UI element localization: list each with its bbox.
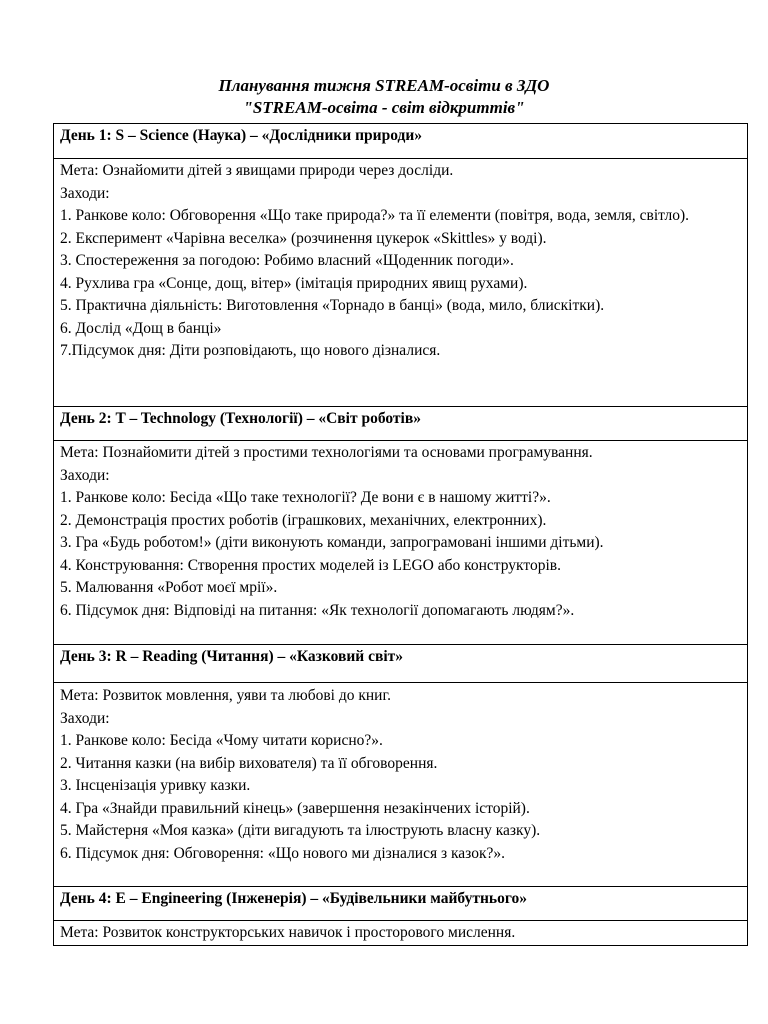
day-content-row [54, 159, 748, 407]
day-content-row [54, 683, 748, 887]
day3-content [54, 683, 748, 887]
day2-content [54, 441, 748, 645]
list-item: 5. Практична діяльність: Виготовлення «Торнадо в банці» (вода, мило, блискітки). [60, 297, 605, 314]
list-item: 2. Читання казки (на вибір вихователя) та її обговорення. [60, 754, 438, 772]
day2-header: День 2: T – Technology (Технології) – «Світ роботів» [54, 407, 748, 441]
day1-activities-label: Заходи: [60, 184, 110, 202]
document-subtitle: "STREAM-освіта - світ відкриттів" [243, 98, 525, 117]
document-title: Планування тижня STREAM-освіти в ЗДО [218, 76, 550, 95]
day4-content [54, 921, 748, 946]
list-item: 4. Конструювання: Створення простих моделей із LEGO або конструкторів. [60, 556, 561, 574]
list-item: 5. Майстерня «Моя казка» (діти вигадують та ілюструють власну казку). [60, 822, 541, 839]
list-item: 1. Ранкове коло: Бесіда «Що таке технології? Де вони є в нашому житті?». [60, 489, 551, 506]
list-item: 6. Підсумок дня: Відповіді на питання: «Як технології допомагають людям?». [60, 601, 575, 619]
day3-activities-label: Заходи: [60, 709, 110, 727]
day-content-row [54, 921, 748, 946]
list-item: 4. Рухлива гра «Сонце, дощ, вітер» (імітація природних явищ рухами). [60, 274, 528, 292]
day-content-row [54, 441, 748, 645]
list-item: 6. Дослід «Дощ в банці» [60, 319, 222, 337]
list-item: 3. Інсценізація уривку казки. [60, 777, 251, 794]
weekly-plan-table [53, 123, 748, 946]
list-item: 2. Експеримент «Чарівна веселка» (розчинення цукерок «Skittles» у воді). [60, 229, 547, 247]
list-item: 1. Ранкове коло: Бесіда «Чому читати корисно?». [60, 732, 383, 749]
day4-goal: Мета: Розвиток конструкторських навичок і просторового мислення. [60, 924, 516, 941]
list-item: 1. Ранкове коло: Обговорення «Що таке природа?» та її елементи (повітря, вода, земля, світло). [60, 207, 690, 224]
list-item: 5. Малювання «Робот моєї мрії». [60, 579, 278, 596]
day2-activities-label: Заходи: [60, 466, 110, 484]
day-header-row [54, 887, 748, 921]
list-item: 3. Спостереження за погодою: Робимо власний «Щоденник погоди». [60, 252, 514, 269]
list-item: 6. Підсумок дня: Обговорення: «Що нового ми дізналися з казок?». [60, 844, 505, 862]
day4-header: День 4: E – Engineering (Інженерія) – «Будівельники майбутнього» [54, 887, 748, 921]
day1-goal: Мета: Ознайомити дітей з явищами природи через досліди. [60, 162, 454, 179]
list-item: 4. Гра «Знайди правильний кінець» (завершення незакінчених історій). [60, 799, 530, 817]
day3-header: День 3: R – Reading (Читання) – «Казковий світ» [54, 645, 748, 683]
day-header-row [54, 407, 748, 441]
list-item: 7.Підсумок дня: Діти розповідають, що нового дізналися. [60, 342, 441, 359]
day1-header: День 1: S – Science (Наука) – «Дослідники природи» [54, 124, 748, 159]
day-header-row [54, 645, 748, 683]
day-header-row [54, 124, 748, 159]
day2-goal: Мета: Познайомити дітей з простими технологіями та основами програмування. [60, 444, 593, 461]
day3-goal: Мета: Розвиток мовлення, уяви та любові до книг. [60, 687, 391, 704]
day1-content [54, 159, 748, 407]
list-item: 2. Демонстрація простих роботів (іграшкових, механічних, електронних). [60, 511, 547, 529]
list-item: 3. Гра «Будь роботом!» (діти виконують команди, запрограмовані іншими дітьми). [60, 534, 604, 551]
